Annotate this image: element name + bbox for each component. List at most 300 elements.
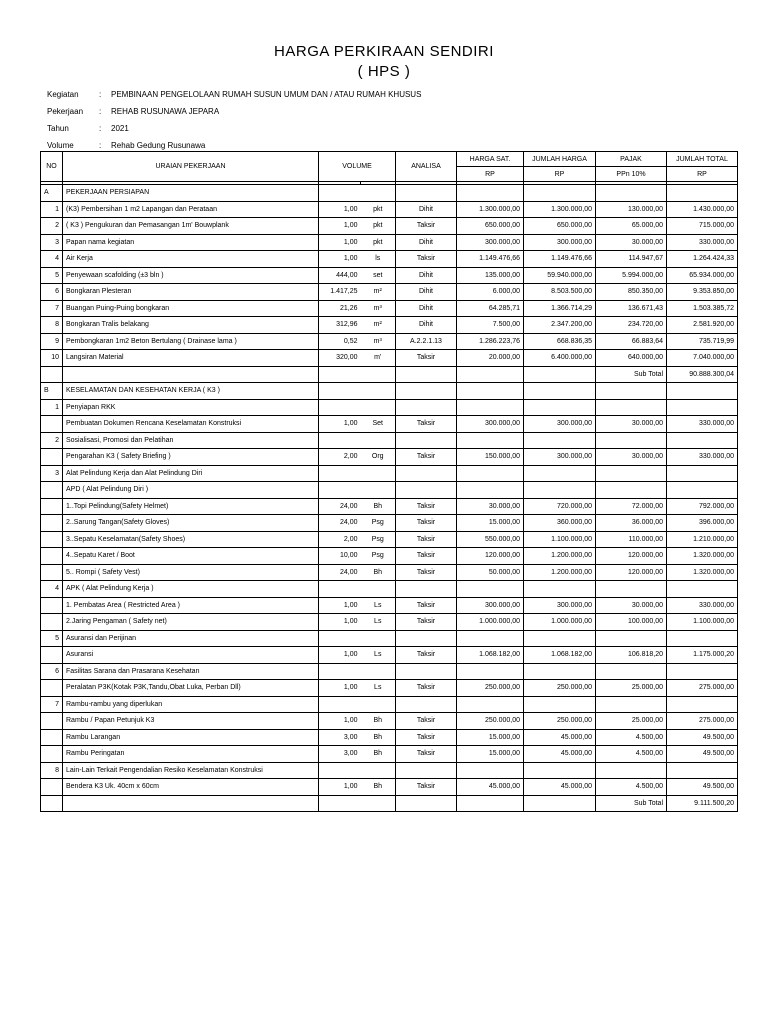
cell-uraian: Pengarahan K3 ( Safety Briefing ) xyxy=(63,449,319,466)
table-row xyxy=(41,597,738,614)
cell-volume: 312,96 xyxy=(319,317,361,334)
cell-volume: 1,00 xyxy=(319,614,361,631)
cell-jumlah-harga: 8.503.500,00 xyxy=(524,284,596,301)
table-row xyxy=(41,498,738,515)
table-row xyxy=(41,680,738,697)
cell-no: 6 xyxy=(41,284,63,301)
hps-table xyxy=(40,151,738,812)
cell-jumlah-harga: 650.000,00 xyxy=(524,218,596,235)
cell-no: 8 xyxy=(41,317,63,334)
cell-satuan xyxy=(361,581,396,598)
cell-pajak: 110.000,00 xyxy=(596,531,667,548)
meta-value: REHAB RUSUNAWA JEPARA xyxy=(111,107,220,116)
cell-jumlah-harga: 1.000.000,00 xyxy=(524,614,596,631)
header-total: JUMLAH TOTAL xyxy=(667,152,738,167)
cell-harga-satuan: 20.000,00 xyxy=(457,350,524,367)
cell-analisa: Taksir xyxy=(396,746,457,763)
cell-jumlah-total xyxy=(667,383,738,400)
header-analisa: ANALISA xyxy=(396,152,457,182)
cell-jumlah-total xyxy=(667,696,738,713)
cell-analisa xyxy=(396,366,457,383)
cell-volume: 1,00 xyxy=(319,416,361,433)
cell-volume: 10,00 xyxy=(319,548,361,565)
cell-volume xyxy=(319,762,361,779)
cell-jumlah-total: 49.500,00 xyxy=(667,746,738,763)
cell-analisa: A.2.2.1.13 xyxy=(396,333,457,350)
cell-harga-satuan: 6.000,00 xyxy=(457,284,524,301)
cell-harga-satuan xyxy=(457,482,524,499)
cell-no xyxy=(41,564,63,581)
cell-jumlah-harga: 1.366.714,29 xyxy=(524,300,596,317)
cell-no: 1 xyxy=(41,399,63,416)
cell-no xyxy=(41,779,63,796)
cell-satuan: m² xyxy=(361,317,396,334)
meta-row-tahun: Tahun : 2021 xyxy=(47,120,421,137)
cell-no: A xyxy=(41,185,63,202)
cell-satuan: Org xyxy=(361,449,396,466)
header-jumlah-unit: RP xyxy=(524,167,596,182)
cell-no xyxy=(41,614,63,631)
cell-pajak: 30.000,00 xyxy=(596,449,667,466)
cell-satuan xyxy=(361,762,396,779)
cell-satuan: Ls xyxy=(361,597,396,614)
cell-jumlah-harga: 45.000,00 xyxy=(524,729,596,746)
table-row xyxy=(41,482,738,499)
cell-pajak xyxy=(596,581,667,598)
cell-analisa xyxy=(396,383,457,400)
cell-harga-satuan xyxy=(457,185,524,202)
cell-volume: 1,00 xyxy=(319,218,361,235)
cell-no: 5 xyxy=(41,267,63,284)
cell-harga-satuan: 120.000,00 xyxy=(457,548,524,565)
cell-satuan: Bh xyxy=(361,713,396,730)
cell-volume: 2,00 xyxy=(319,449,361,466)
header-uraian: URAIAN PEKERJAAN xyxy=(63,152,319,182)
cell-pajak xyxy=(596,465,667,482)
cell-analisa: Taksir xyxy=(396,647,457,664)
cell-satuan xyxy=(361,383,396,400)
cell-pajak: 120.000,00 xyxy=(596,548,667,565)
cell-jumlah-total: 1.430.000,00 xyxy=(667,201,738,218)
cell-jumlah-total: 49.500,00 xyxy=(667,729,738,746)
cell-volume xyxy=(319,696,361,713)
cell-jumlah-total: 792.000,00 xyxy=(667,498,738,515)
cell-satuan: m' xyxy=(361,350,396,367)
meta-key: Tahun xyxy=(47,124,69,133)
cell-volume: 1,00 xyxy=(319,251,361,268)
cell-analisa xyxy=(396,663,457,680)
cell-satuan: Bh xyxy=(361,779,396,796)
cell-jumlah-total: 9.353.850,00 xyxy=(667,284,738,301)
cell-analisa xyxy=(396,762,457,779)
cell-jumlah-harga xyxy=(524,696,596,713)
cell-harga-satuan: 15.000,00 xyxy=(457,729,524,746)
table-row xyxy=(41,762,738,779)
cell-harga-satuan: 300.000,00 xyxy=(457,416,524,433)
cell-volume: 1,00 xyxy=(319,680,361,697)
cell-satuan: Bh xyxy=(361,729,396,746)
cell-uraian: Langsiran Material xyxy=(63,350,319,367)
cell-uraian: Rambu Larangan xyxy=(63,729,319,746)
cell-jumlah-total: 7.040.000,00 xyxy=(667,350,738,367)
cell-no: 2 xyxy=(41,218,63,235)
cell-jumlah-total: 1.503.385,72 xyxy=(667,300,738,317)
header-volume: VOLUME xyxy=(319,152,396,182)
meta-row-kegiatan: Kegiatan : PEMBINAAN PENGELOLAAN RUMAH SUSUN UMUM DAN / ATAU RUMAH KHUSUS xyxy=(47,86,421,103)
cell-jumlah-harga xyxy=(524,185,596,202)
cell-no xyxy=(41,366,63,383)
cell-jumlah-total: 715.000,00 xyxy=(667,218,738,235)
cell-uraian: 1. Pembatas Area ( Restricted Area ) xyxy=(63,597,319,614)
cell-jumlah-total xyxy=(667,581,738,598)
cell-analisa: Taksir xyxy=(396,515,457,532)
cell-satuan: pkt xyxy=(361,234,396,251)
cell-pajak: 30.000,00 xyxy=(596,416,667,433)
cell-no xyxy=(41,795,63,812)
cell-analisa: Taksir xyxy=(396,729,457,746)
cell-no: B xyxy=(41,383,63,400)
table-row xyxy=(41,746,738,763)
meta-row-volume: Volume : Rehab Gedung Rusunawa xyxy=(47,137,421,154)
cell-harga-satuan: 650.000,00 xyxy=(457,218,524,235)
cell-no: 5 xyxy=(41,630,63,647)
cell-jumlah-harga: 1.300.000,00 xyxy=(524,201,596,218)
header-pajak: PAJAK xyxy=(596,152,667,167)
cell-harga-satuan: 1.068.182,00 xyxy=(457,647,524,664)
cell-jumlah-harga xyxy=(524,762,596,779)
cell-satuan: m³ xyxy=(361,333,396,350)
cell-harga-satuan: 30.000,00 xyxy=(457,498,524,515)
cell-pajak xyxy=(596,696,667,713)
cell-no xyxy=(41,729,63,746)
cell-pajak: 25.000,00 xyxy=(596,680,667,697)
cell-volume: 444,00 xyxy=(319,267,361,284)
cell-no: 7 xyxy=(41,300,63,317)
cell-satuan: pkt xyxy=(361,201,396,218)
cell-uraian: Rambu / Papan Petunjuk K3 xyxy=(63,713,319,730)
document-subtitle: ( HPS ) xyxy=(357,63,411,80)
cell-harga-satuan: 135.000,00 xyxy=(457,267,524,284)
cell-analisa: Dihit xyxy=(396,300,457,317)
cell-analisa: Taksir xyxy=(396,218,457,235)
cell-satuan: m² xyxy=(361,284,396,301)
cell-harga-satuan: 15.000,00 xyxy=(457,746,524,763)
cell-uraian: 2.Jaring Pengaman ( Safety net) xyxy=(63,614,319,631)
cell-jumlah-total: 735.719,99 xyxy=(667,333,738,350)
cell-jumlah-harga: 1.100.000,00 xyxy=(524,531,596,548)
cell-harga-satuan: 300.000,00 xyxy=(457,597,524,614)
cell-harga-satuan: 1.000.000,00 xyxy=(457,614,524,631)
cell-volume: 1,00 xyxy=(319,201,361,218)
table-row xyxy=(41,284,738,301)
header-harga-unit: RP xyxy=(457,167,524,182)
cell-volume xyxy=(319,185,361,202)
table-row xyxy=(41,399,738,416)
cell-uraian: (K3) Pembersihan 1 m2 Lapangan dan Perataan xyxy=(63,201,319,218)
cell-volume xyxy=(319,795,361,812)
cell-no xyxy=(41,647,63,664)
cell-harga-satuan: 45.000,00 xyxy=(457,779,524,796)
cell-pajak xyxy=(596,399,667,416)
cell-no: 3 xyxy=(41,465,63,482)
cell-pajak xyxy=(596,482,667,499)
cell-analisa: Taksir xyxy=(396,498,457,515)
cell-no xyxy=(41,597,63,614)
cell-volume: 2,00 xyxy=(319,531,361,548)
table-row xyxy=(41,201,738,218)
cell-analisa xyxy=(396,399,457,416)
cell-volume xyxy=(319,366,361,383)
cell-uraian: KESELAMATAN DAN KESEHATAN KERJA ( K3 ) xyxy=(63,383,319,400)
cell-harga-satuan xyxy=(457,399,524,416)
cell-jumlah-total: 275.000,00 xyxy=(667,713,738,730)
cell-analisa: Taksir xyxy=(396,531,457,548)
cell-jumlah-harga: 1.200.000,00 xyxy=(524,548,596,565)
cell-jumlah-harga: 250.000,00 xyxy=(524,680,596,697)
cell-analisa: Taksir xyxy=(396,350,457,367)
cell-satuan xyxy=(361,696,396,713)
cell-pajak: 65.000,00 xyxy=(596,218,667,235)
cell-uraian: 2..Sarung Tangan(Safety Gloves) xyxy=(63,515,319,532)
cell-satuan xyxy=(361,663,396,680)
cell-volume: 24,00 xyxy=(319,564,361,581)
cell-harga-satuan xyxy=(457,696,524,713)
cell-jumlah-total: 1.175.000,20 xyxy=(667,647,738,664)
cell-pajak: 850.350,00 xyxy=(596,284,667,301)
header-total-unit: RP xyxy=(667,167,738,182)
cell-jumlah-total xyxy=(667,432,738,449)
cell-no: 1 xyxy=(41,201,63,218)
cell-harga-satuan xyxy=(457,465,524,482)
cell-pajak: 106.818,20 xyxy=(596,647,667,664)
cell-jumlah-total: 275.000,00 xyxy=(667,680,738,697)
cell-volume: 24,00 xyxy=(319,498,361,515)
cell-pajak xyxy=(596,630,667,647)
table-row xyxy=(41,581,738,598)
cell-uraian: 4..Sepatu Karet / Boot xyxy=(63,548,319,565)
meta-key: Volume xyxy=(47,141,74,150)
cell-volume: 1,00 xyxy=(319,234,361,251)
cell-harga-satuan xyxy=(457,432,524,449)
table-row xyxy=(41,234,738,251)
cell-jumlah-total: 9.111.500,20 xyxy=(667,795,738,812)
cell-harga-satuan: 1.286.223,76 xyxy=(457,333,524,350)
cell-satuan: Psg xyxy=(361,531,396,548)
cell-satuan: m³ xyxy=(361,300,396,317)
cell-volume: 3,00 xyxy=(319,746,361,763)
cell-jumlah-total xyxy=(667,465,738,482)
cell-analisa: Taksir xyxy=(396,614,457,631)
cell-analisa xyxy=(396,185,457,202)
cell-jumlah-harga xyxy=(524,663,596,680)
cell-no xyxy=(41,531,63,548)
cell-analisa xyxy=(396,482,457,499)
cell-jumlah-harga: 45.000,00 xyxy=(524,779,596,796)
cell-analisa: Dihit xyxy=(396,234,457,251)
cell-volume: 1.417,25 xyxy=(319,284,361,301)
table-row xyxy=(41,663,738,680)
cell-analisa xyxy=(396,696,457,713)
cell-no xyxy=(41,548,63,565)
cell-jumlah-total: 330.000,00 xyxy=(667,597,738,614)
cell-no: 4 xyxy=(41,251,63,268)
cell-jumlah-total xyxy=(667,185,738,202)
cell-harga-satuan xyxy=(457,630,524,647)
cell-jumlah-harga: 6.400.000,00 xyxy=(524,350,596,367)
cell-volume: 21,26 xyxy=(319,300,361,317)
cell-uraian xyxy=(63,366,319,383)
cell-jumlah-harga: 2.347.200,00 xyxy=(524,317,596,334)
cell-jumlah-harga xyxy=(524,366,596,383)
cell-uraian: Bendera K3 Uk. 40cm x 60cm xyxy=(63,779,319,796)
cell-no xyxy=(41,416,63,433)
table-row xyxy=(41,696,738,713)
cell-pajak xyxy=(596,432,667,449)
table-row xyxy=(41,333,738,350)
cell-pajak: Sub Total xyxy=(596,795,667,812)
cell-jumlah-total xyxy=(667,630,738,647)
cell-jumlah-harga: 300.000,00 xyxy=(524,416,596,433)
cell-analisa: Dihit xyxy=(396,284,457,301)
table-row xyxy=(41,564,738,581)
cell-jumlah-harga: 45.000,00 xyxy=(524,746,596,763)
cell-jumlah-harga: 300.000,00 xyxy=(524,449,596,466)
cell-harga-satuan xyxy=(457,663,524,680)
cell-analisa: Taksir xyxy=(396,597,457,614)
cell-analisa xyxy=(396,465,457,482)
cell-harga-satuan xyxy=(457,795,524,812)
cell-no: 6 xyxy=(41,663,63,680)
cell-analisa: Taksir xyxy=(396,449,457,466)
cell-satuan: Ls xyxy=(361,614,396,631)
cell-satuan xyxy=(361,795,396,812)
cell-pajak: 25.000,00 xyxy=(596,713,667,730)
cell-harga-satuan: 7.500,00 xyxy=(457,317,524,334)
cell-analisa: Taksir xyxy=(396,548,457,565)
table-row xyxy=(41,317,738,334)
cell-uraian: Air Kerja xyxy=(63,251,319,268)
header-harga: HARGA SAT. xyxy=(457,152,524,167)
table-row xyxy=(41,416,738,433)
cell-jumlah-total: 65.934.000,00 xyxy=(667,267,738,284)
cell-jumlah-total xyxy=(667,482,738,499)
cell-uraian: Alat Pelindung Kerja dan Alat Pelindung Diri xyxy=(63,465,319,482)
cell-analisa: Taksir xyxy=(396,251,457,268)
header-no: NO xyxy=(41,152,63,182)
cell-satuan: Ls xyxy=(361,680,396,697)
cell-pajak xyxy=(596,185,667,202)
cell-uraian: APK ( Alat Pelindung Kerja ) xyxy=(63,581,319,598)
cell-volume: 1,00 xyxy=(319,597,361,614)
cell-uraian: APD ( Alat Pelindung Diri ) xyxy=(63,482,319,499)
cell-no: 8 xyxy=(41,762,63,779)
cell-jumlah-harga xyxy=(524,465,596,482)
cell-pajak: Sub Total xyxy=(596,366,667,383)
cell-no: 3 xyxy=(41,234,63,251)
meta-row-pekerjaan: Pekerjaan : REHAB RUSUNAWA JEPARA xyxy=(47,103,421,120)
cell-uraian: Fasilitas Sarana dan Prasarana Kesehatan xyxy=(63,663,319,680)
table-row xyxy=(41,350,738,367)
meta-value: Rehab Gedung Rusunawa xyxy=(111,141,206,150)
table-row xyxy=(41,383,738,400)
cell-jumlah-total xyxy=(667,762,738,779)
meta-value: 2021 xyxy=(111,124,129,133)
table-row xyxy=(41,218,738,235)
cell-analisa xyxy=(396,432,457,449)
cell-jumlah-harga xyxy=(524,482,596,499)
cell-uraian: Bongkaran Plesteran xyxy=(63,284,319,301)
cell-harga-satuan: 150.000,00 xyxy=(457,449,524,466)
cell-uraian: Pembongkaran 1m2 Beton Bertulang ( Drainase lama ) xyxy=(63,333,319,350)
cell-volume xyxy=(319,399,361,416)
cell-jumlah-harga: 250.000,00 xyxy=(524,713,596,730)
cell-jumlah-total: 1.264.424,33 xyxy=(667,251,738,268)
cell-pajak: 66.883,64 xyxy=(596,333,667,350)
cell-jumlah-total: 1.100.000,00 xyxy=(667,614,738,631)
cell-uraian: Penyiapan RKK xyxy=(63,399,319,416)
cell-no: 7 xyxy=(41,696,63,713)
cell-analisa xyxy=(396,795,457,812)
cell-satuan: set xyxy=(361,267,396,284)
cell-harga-satuan: 15.000,00 xyxy=(457,515,524,532)
cell-satuan: Ls xyxy=(361,647,396,664)
cell-jumlah-harga: 300.000,00 xyxy=(524,597,596,614)
cell-satuan: Bh xyxy=(361,564,396,581)
cell-satuan: Psg xyxy=(361,515,396,532)
table-row xyxy=(41,300,738,317)
cell-pajak: 5.994.000,00 xyxy=(596,267,667,284)
cell-harga-satuan xyxy=(457,366,524,383)
cell-satuan xyxy=(361,185,396,202)
cell-analisa: Taksir xyxy=(396,713,457,730)
cell-jumlah-harga: 720.000,00 xyxy=(524,498,596,515)
cell-pajak xyxy=(596,762,667,779)
table-row xyxy=(41,267,738,284)
cell-harga-satuan: 50.000,00 xyxy=(457,564,524,581)
header-jumlah: JUMLAH HARGA xyxy=(524,152,596,167)
cell-pajak: 114.947,67 xyxy=(596,251,667,268)
cell-pajak: 36.000,00 xyxy=(596,515,667,532)
cell-volume xyxy=(319,383,361,400)
header-pajak-unit: PPn 10% xyxy=(596,167,667,182)
cell-volume xyxy=(319,482,361,499)
cell-jumlah-total: 330.000,00 xyxy=(667,234,738,251)
header-row xyxy=(41,152,738,167)
cell-uraian: Peralatan P3K(Kotak P3K,Tandu,Obat Luka, Perban Dll) xyxy=(63,680,319,697)
table-row xyxy=(41,729,738,746)
table-row xyxy=(41,465,738,482)
cell-analisa: Taksir xyxy=(396,779,457,796)
cell-satuan: ls xyxy=(361,251,396,268)
cell-analisa: Dihit xyxy=(396,201,457,218)
cell-jumlah-harga xyxy=(524,581,596,598)
cell-volume: 1,00 xyxy=(319,779,361,796)
meta-value: PEMBINAAN PENGELOLAAN RUMAH SUSUN UMUM DAN / ATAU RUMAH KHUSUS xyxy=(111,90,422,99)
cell-volume: 320,00 xyxy=(319,350,361,367)
cell-volume: 1,00 xyxy=(319,713,361,730)
cell-harga-satuan xyxy=(457,581,524,598)
cell-uraian: Penyewaan scafolding (±3 bln ) xyxy=(63,267,319,284)
cell-pajak: 120.000,00 xyxy=(596,564,667,581)
table-row xyxy=(41,515,738,532)
cell-satuan: Psg xyxy=(361,548,396,565)
table-row xyxy=(41,531,738,548)
cell-satuan: Bh xyxy=(361,498,396,515)
cell-volume xyxy=(319,465,361,482)
cell-pajak xyxy=(596,383,667,400)
cell-jumlah-total: 1.320.000,00 xyxy=(667,548,738,565)
table-row xyxy=(41,630,738,647)
